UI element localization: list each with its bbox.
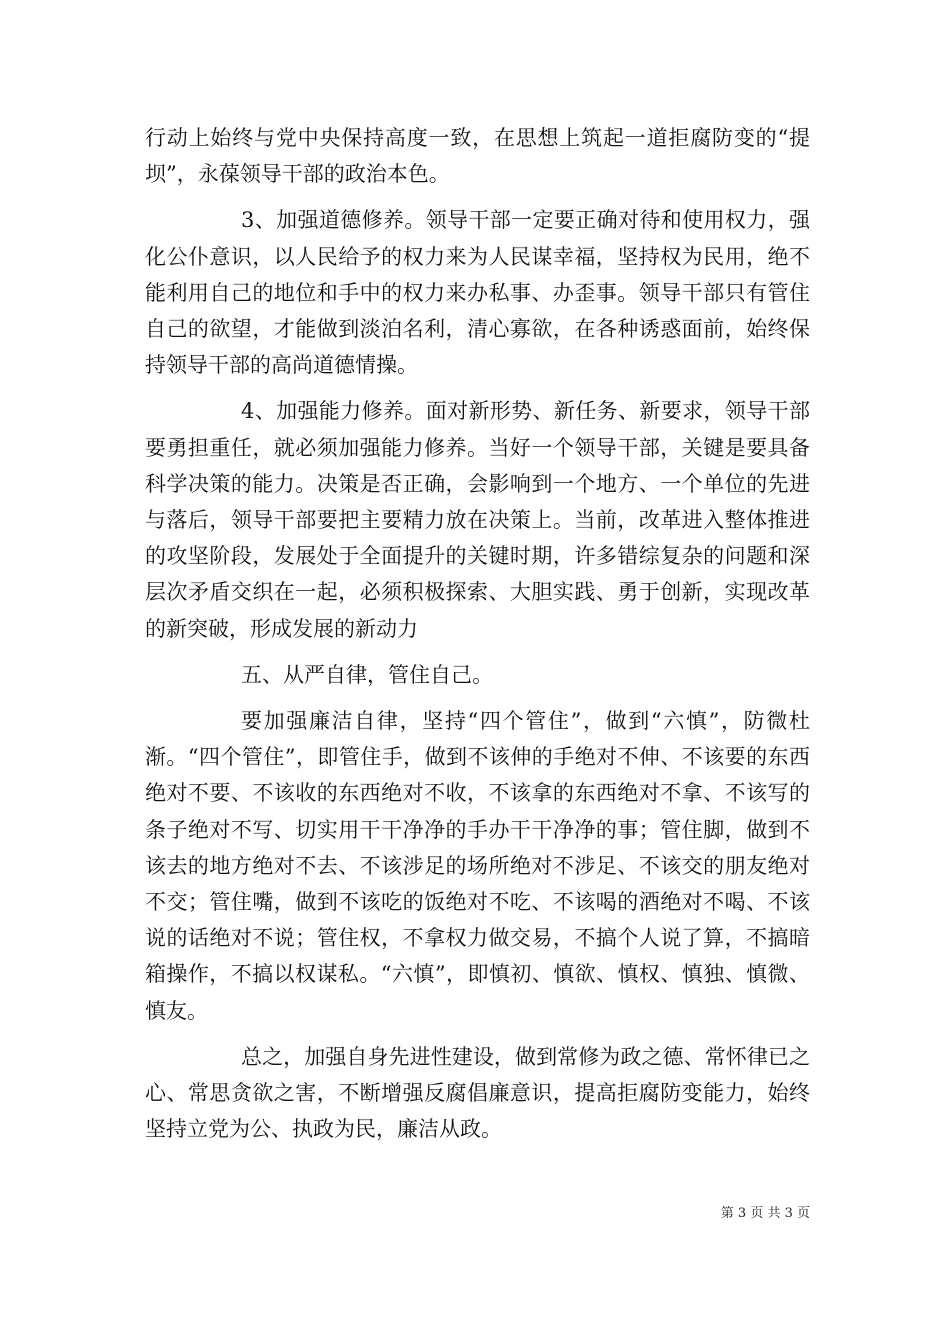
paragraph-ability-cultivation: 4、加强能力修养。面对新形势、新任务、新要求，领导干部要勇担重任，就必须加强能力修养。当好一个领导干部，关键是要具备科学决策的能力。决策是否正确，会影响到一个地方、一个单位的先进与落后，领导干部要把主要精力放在决策上。当前，改革进入整体推进的攻坚阶段，发展处于全面提升的关键时期，许多错综复杂的问题和深层次矛盾交织在一起，必须积极探索、大胆实践、勇于创新，实现改革的新突破，形成发展的新动力 [145, 399, 810, 641]
paragraph-conclusion: 总之，加强自身先进性建设，做到常修为政之德、常怀律已之心、常思贪欲之害，不断增强反腐倡廉意识，提高拒腐防变能力，始终坚持立党为公、执政为民，廉洁从政。 [145, 1044, 810, 1142]
paragraph-continuation: 行动上始终与党中央保持高度一致，在思想上筑起一道拒腐防变的“提坝”，永葆领导干部的政治本色。 [145, 126, 810, 187]
page-number-footer: 第 3 页 共 3 页 [720, 1206, 810, 1221]
paragraph-moral-cultivation: 3、加强道德修养。领导干部一定要正确对待和使用权力，强化公仆意识，以人民给予的权力来为人民谋幸福，坚持权为民用，绝不能利用自己的地位和手中的权力来办私事、办歪事。领导干部只有管住自己的欲望，才能做到淡泊名利，清心寡欲，在各种诱惑面前，始终保持领导干部的高尚道德情操。 [145, 208, 810, 378]
paragraph-self-discipline: 要加强廉洁自律，坚持“四个管住”，做到“六慎”，防微杜渐。“四个管住”，即管住手，做到不该伸的手绝对不伸、不该要的东西绝对不要、不该收的东西绝对不收，不该拿的东西绝对不拿、不该写的条子绝对不写、切实用干干净净的手办干干净净的事；管住脚，做到不该去的地方绝对不去、不该涉足的场所绝对不涉足、不该交的朋友绝对不交；管住嘴，做到不该吃的饭绝对不吃、不该喝的酒绝对不喝、不该说的话绝对不说；管住权，不拿权力做交易，不搞个人说了算，不搞暗箱操作，不搞以权谋私。“六慎”，即慎初、慎欲、慎权、慎独、慎微、慎友。 [145, 709, 810, 1023]
section-heading-self-discipline: 五、从严自律，管住自己。 [241, 662, 493, 687]
document-body [145, 120, 810, 1147]
